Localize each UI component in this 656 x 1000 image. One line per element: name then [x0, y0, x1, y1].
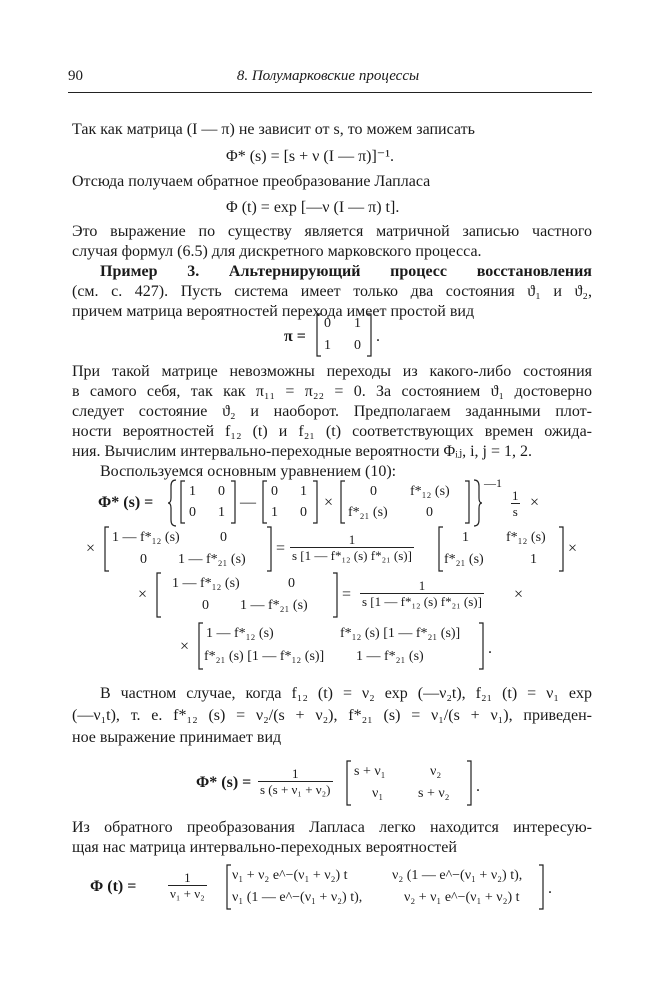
result-matrix: [198, 622, 484, 670]
times-sign: ×: [530, 494, 540, 511]
matrix-cell: 1: [300, 484, 307, 499]
page-header: [68, 68, 588, 88]
matrix-cell: 0: [220, 530, 227, 545]
matrix-cell: 1 — f*₁₂ (s): [172, 576, 240, 591]
matrix-cell: 1: [530, 552, 537, 567]
header-rule: [68, 92, 592, 93]
matrix-cell: 1 — f*₂₁ (s): [356, 649, 424, 664]
text-line: ности вероятностей f₁₂ (t) и f₂₁ (t) соответствующих времен ожида-: [72, 423, 592, 440]
equation-phi-t: Φ (t) = exp [—ν (I — π) t].: [226, 199, 400, 216]
page-number: 90: [68, 68, 83, 84]
equation-phi-star: Φ* (s) = [s + ν (I — π)]⁻¹.: [226, 148, 395, 165]
text-line: щая нас матрица интервально-переходных вероятностей: [72, 839, 457, 856]
equation-lhs: Φ* (s) =: [98, 494, 154, 511]
fraction-1-over-s: [510, 488, 521, 519]
equals-sign: =: [342, 586, 352, 603]
equation-period: .: [488, 640, 492, 657]
matrix-cell: 0: [370, 484, 377, 499]
times-sign: ×: [324, 494, 334, 511]
text-line: Так как матрица (I — π) не зависит от s, то можем записать: [72, 121, 475, 138]
matrix-cell: f*₁₂ (s): [506, 530, 546, 545]
matrix-cell: s + ν₁: [354, 764, 386, 779]
matrix-cell: 1 — f*₁₂ (s): [112, 530, 180, 545]
matrix-cell: 1 — f*₂₁ (s): [240, 598, 308, 613]
fraction-numerator: 1: [418, 578, 426, 593]
matrix-cell: f*₂₁ (s): [348, 505, 388, 520]
matrix-cell: 0: [426, 505, 433, 520]
minus-sign: —: [240, 494, 256, 511]
text-line: случая формул (6.5) для дискретного марковского процесса.: [72, 243, 482, 260]
fraction-numerator: 1: [348, 532, 356, 547]
text-line: Из обратного преобразования Лапласа легко находится интересую-: [72, 819, 592, 836]
equation-lhs: Φ (t) =: [90, 878, 137, 895]
heading-word: процесс: [390, 263, 448, 280]
running-title: 8. Полумарковские процессы: [236, 68, 420, 84]
fraction-numerator: 1: [184, 870, 191, 885]
text-line: следует состояние ϑ₂ и наоборот. Предполагаем заданными плот-: [72, 403, 592, 420]
text-line: в самого себя, так как π₁₁ = π₂₂ = 0. За состоянием ϑ₁ достоверно: [72, 383, 592, 400]
diag-matrix: [104, 526, 272, 572]
matrix-cell: 1: [271, 505, 278, 520]
fraction-eq3: [258, 766, 333, 797]
diag-matrix-2: [156, 572, 338, 618]
identity-matrix: [180, 480, 236, 524]
matrix-cell: f*₁₂ (s): [410, 484, 450, 499]
times-sign: ×: [138, 586, 148, 603]
text-line: Отсюда получаем обратное преобразование Лапласа: [72, 173, 431, 190]
heading-word: Пример: [100, 263, 158, 280]
equation-lhs: Φ* (s) =: [196, 774, 252, 791]
times-sign: ×: [514, 586, 524, 603]
matrix-cell: 0: [324, 316, 331, 331]
matrix-cell: ν₁ (1 — e^−(ν₁ + ν₂) t),: [232, 890, 363, 905]
example-heading: [72, 262, 592, 282]
matrix-cell: 0: [300, 505, 307, 520]
eq4-matrix: [226, 864, 544, 910]
matrix-cell: ν₂ (1 — e^−(ν₁ + ν₂) t),: [392, 868, 523, 883]
fraction-numerator: 1: [512, 488, 519, 503]
heading-word: восстановления: [476, 263, 592, 280]
text-line: Это выражение по существу является матричной записью частного: [72, 223, 592, 240]
matrix-cell: f*₂₁ (s) [1 — f*₁₂ (s)]: [204, 649, 325, 664]
times-sign: ×: [568, 540, 578, 557]
matrix-cell: 1: [462, 530, 469, 545]
matrix-cell: 1: [324, 338, 331, 353]
pi-matrix: [316, 312, 372, 358]
text-line: ное выражение принимает вид: [72, 729, 282, 746]
matrix-cell: f*₂₁ (s): [444, 552, 484, 567]
fraction-denominator: s: [512, 504, 518, 519]
matrix-cell: 0: [140, 552, 147, 567]
f-star-matrix: [340, 480, 470, 524]
matrix-cell: 0: [218, 484, 225, 499]
equals-sign: =: [276, 540, 286, 557]
matrix-cell: 1: [189, 484, 196, 499]
brace-open: [168, 478, 178, 528]
matrix-cell: ν₁ + ν₂ e^−(ν₁ + ν₂) t: [232, 868, 348, 883]
matrix-cell: 0: [271, 484, 278, 499]
fraction-denominator: s [1 — f*₁₂ (s) f*₂₁ (s)]: [362, 594, 482, 609]
text-line: Воспользуемся основным уравнением (10):: [100, 463, 397, 480]
fraction-3: [360, 578, 484, 609]
matrix-cell: f*₁₂ (s) [1 — f*₂₁ (s)]: [340, 626, 461, 641]
matrix-cell: 1: [218, 505, 225, 520]
matrix-cell: 0: [354, 338, 361, 353]
matrix-cell: 0: [189, 505, 196, 520]
matrix-cell: 0: [202, 598, 209, 613]
fraction-2: [290, 532, 414, 563]
fraction-eq4: [168, 870, 207, 901]
equation-period: .: [548, 880, 552, 897]
text-line: (см. с. 427). Пусть система имеет только два состояния ϑ₁ и ϑ₂,: [72, 283, 592, 300]
text-line: ния. Вычислим интервально-переходные вероятности Φᵢⱼ, i, j = 1, 2.: [72, 443, 532, 460]
pi-label: π =: [284, 328, 306, 345]
fraction-denominator: s [1 — f*₁₂ (s) f*₂₁ (s)]: [292, 548, 412, 563]
fraction-denominator: ν₁ + ν₂: [170, 886, 205, 901]
text-line: причем матрица вероятностей перехода имеет простой вид: [72, 303, 475, 320]
matrix-cell: s + ν₂: [418, 786, 450, 801]
eq3-matrix: [346, 760, 472, 806]
inverse-exponent: —1: [484, 476, 502, 490]
heading-word: 3.: [187, 263, 200, 280]
times-sign: ×: [86, 540, 96, 557]
matrix-cell: 1 — f*₁₂ (s): [206, 626, 274, 641]
matrix-cell: 1 — f*₂₁ (s): [178, 552, 246, 567]
fraction-denominator: s (s + ν₁ + ν₂): [260, 782, 331, 797]
heading-word: Альтернирующий: [228, 263, 361, 280]
text-line: В частном случае, когда f₁₂ (t) = ν₂ exp (—ν₂t), f₂₁ (t) = ν₁ exp: [100, 685, 592, 702]
text-line: При такой матрице невозможны переходы из какого-либо состояния: [72, 363, 592, 380]
matrix-cell: ν₂ + ν₁ e^−(ν₁ + ν₂) t: [404, 890, 520, 905]
fraction-numerator: 1: [292, 766, 299, 781]
brace-close: [472, 478, 482, 528]
text-line: (—ν₁t), т. е. f*₁₂ (s) = ν₂/(s + ν₂), f*₂₁ (s) = ν₁/(s + ν₁), приведен-: [72, 707, 592, 724]
times-sign: ×: [180, 638, 190, 655]
pi-period: .: [376, 328, 380, 345]
equation-period: .: [476, 778, 480, 795]
adjugate-matrix: [438, 526, 564, 572]
matrix-cell: 1: [354, 316, 361, 331]
matrix-cell: ν₂: [430, 764, 442, 779]
matrix-cell: ν₁: [372, 786, 384, 801]
pi-matrix-inline: [262, 480, 318, 524]
matrix-cell: 0: [288, 576, 295, 591]
